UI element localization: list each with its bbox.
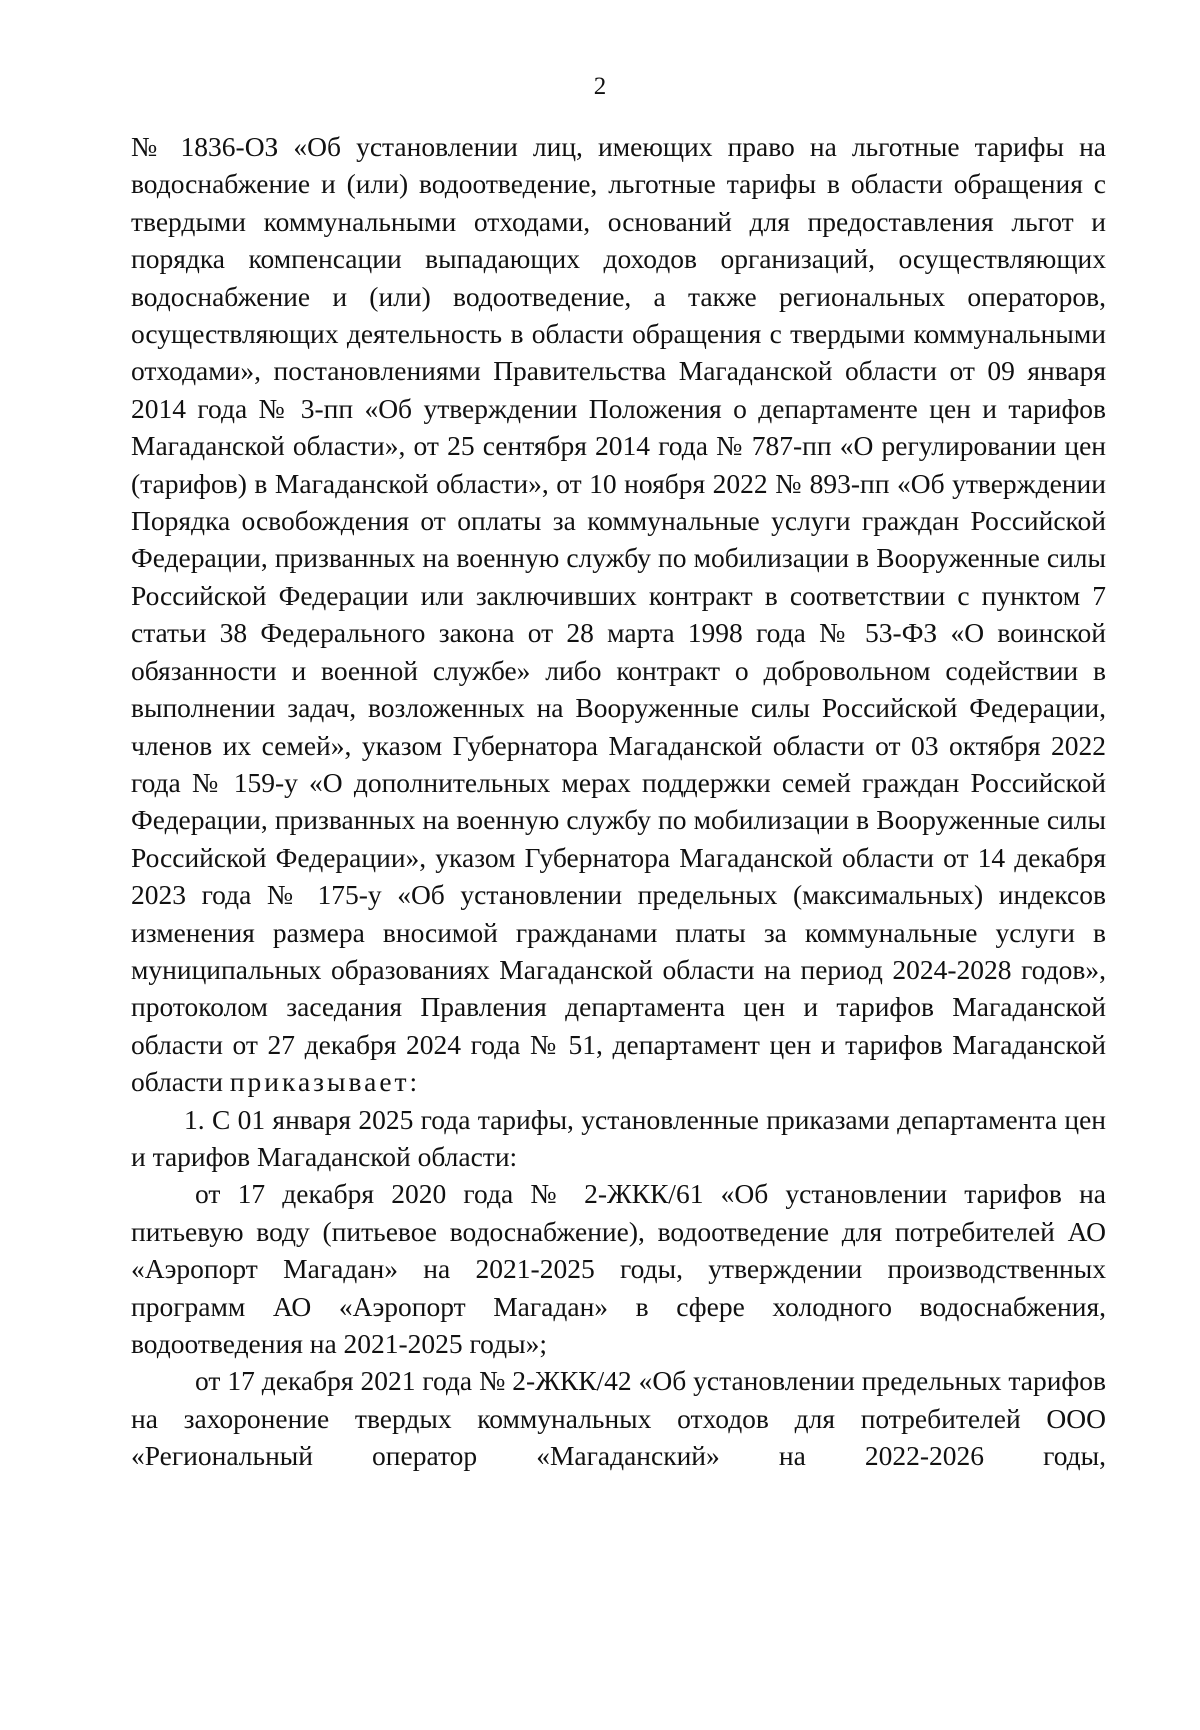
- page-number: 2: [593, 73, 607, 100]
- paragraph-item-1: 1. С 01 января 2025 года тарифы, установленные приказами департамента цен и тарифов Магаданской области:: [131, 1103, 1106, 1172]
- paragraph-order-2020: от 17 декабря 2020 года № 2-ЖКК/61 «Об установлении тарифов на питьевую воду (питьевое водоснабжение), водоотведение для потребителей АО «Аэропорт Магадан» на 2021-2025 годы, утверждении производственных программ АО «Аэропорт Магадан» в сфере холодного водоснабжения, водоотведения на 2021-2025 годы»;: [131, 1178, 1106, 1359]
- legal-basis-text: № 1836-ОЗ «Об установлении лиц, имеющих право на льготные тарифы на водоснабжение и (или) водоотведение, льготные тарифы в области обращения с твердыми коммунальными отходами, оснований для предоставления льгот и порядка компенсации выпадающих доходов организаций, осуществляющих водоснабжение и (или) водоотведение, а также региональных операторов, осуществляющих деятельность в области обращения с твердыми коммунальными отходами», постановлениями Правительства Магаданской области от 09 января 2014 года № 3-пп «Об утверждении Положения о департаменте цен и тарифов Магаданской области», от 25 сентября 2014 года № 787-пп «О регулировании цен (тарифов) в Магаданской области», от 10 ноября 2022 № 893-пп «Об утверждении Порядка освобождения от оплаты за коммунальные услуги граждан Российской Федерации, призванных на военную службу по мобилизации в Вооруженные силы Российской Федерации или заключивших контракт в соответствии с пунктом 7 статьи 38 Федерального закона от 28 марта 1998 года № 53-ФЗ «О воинской обязанности и военной службе» либо контракт о добровольном содействии в выполнении задач, возложенных на Вооруженные силы Российской Федерации, членов их семей», указом Губернатора Магаданской области от 03 октября 2022 года № 159-у «О дополнительных мерах поддержки семей граждан Российской Федерации, призванных на военную службу по мобилизации в Вооруженные силы Российской Федерации», указом Губернатора Магаданской области от 14 декабря 2023 года № 175-у «Об установлении предельных (максимальных) индексов изменения размера вносимой гражданами платы за коммунальные услуги в муниципальных образованиях Магаданской области на период 2024-2028 годов», протоколом заседания Правления департамента цен и тарифов Магаданской области от 27 декабря 2024 года № 51, департамент цен и тарифов Магаданской области: [131, 131, 1106, 1098]
- order-keyword: приказывает: [229, 1066, 410, 1098]
- paragraph-legal-basis: [131, 128, 1106, 1101]
- order-keyword-colon: :: [409, 1066, 418, 1098]
- document-body: [131, 128, 1106, 1475]
- paragraph-order-2021: от 17 декабря 2021 года № 2-ЖКК/42 «Об установлении предельных тарифов на захоронение твердых коммунальных отходов для потребителей ООО «Региональный оператор «Магаданский» на 2022-2026 годы,: [131, 1365, 1106, 1472]
